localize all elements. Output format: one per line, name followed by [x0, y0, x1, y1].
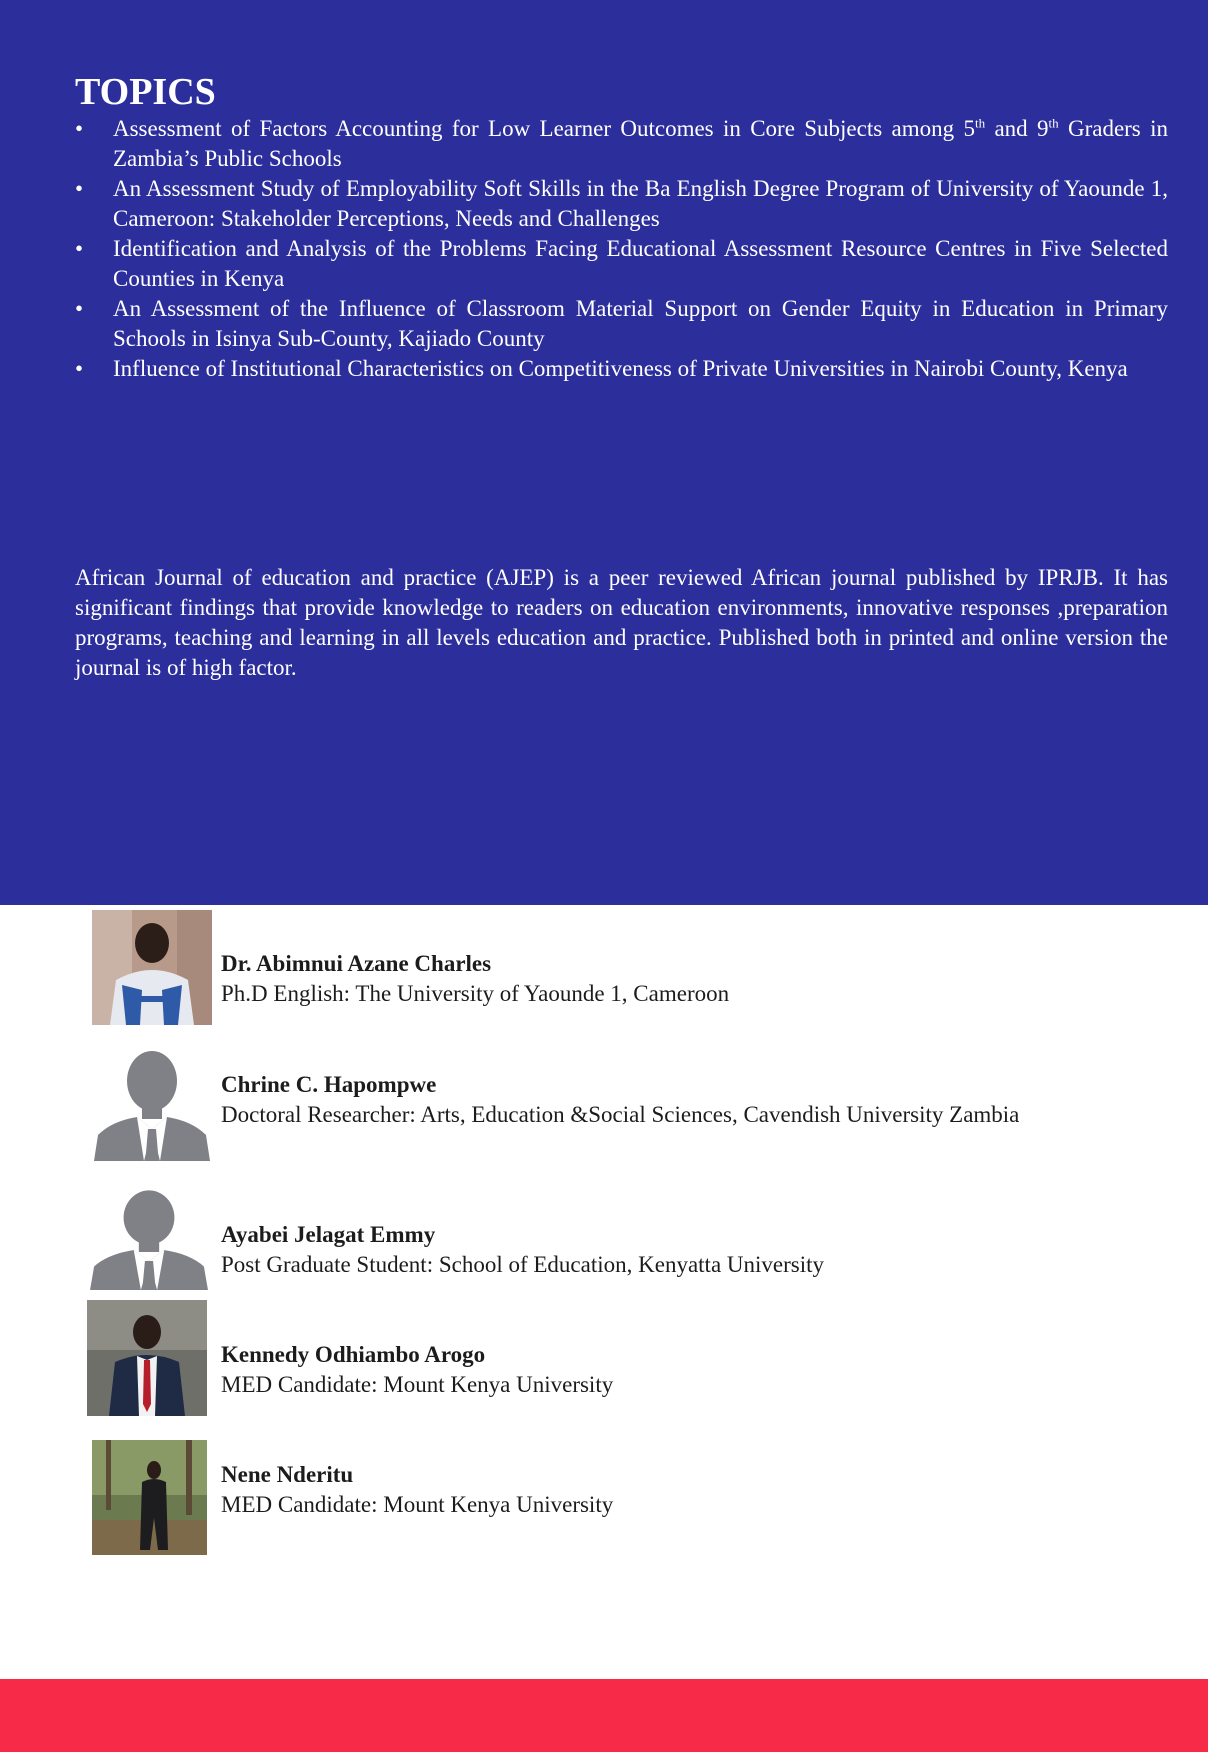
topic-item [75, 294, 1168, 354]
author-role: Doctoral Researcher: Arts, Education &Social Sciences, Cavendish University Zambia [221, 1102, 1020, 1127]
topic-text: Identification and Analysis of the Problems Facing Educational Assessment Resource Centres in Five Selected Counties in Kenya [113, 236, 1168, 291]
author-details [221, 1220, 824, 1280]
author-name: Nene Nderitu [221, 1462, 354, 1487]
topic-item [75, 234, 1168, 294]
bullet-icon: • [75, 356, 84, 381]
author-details [221, 1070, 1019, 1130]
topic-item [75, 354, 1168, 384]
author-details [221, 1460, 613, 1520]
journal-description: African Journal of education and practice (AJEP) is a peer reviewed African journal published by IPRJB. It has significant findings that provide knowledge to readers on education environments, innovative responses ,preparation programs, teaching and learning in all levels education and practice. Published both in printed and online version the journal is of high factor. [75, 565, 1168, 680]
bullet-icon: • [75, 176, 84, 201]
topic-text: An Assessment Study of Employability Soft Skills in the Ba English Degree Program of University of Yaounde 1, Cameroon: Stakeholder Perceptions, Needs and Challenges [113, 176, 1168, 231]
author-role: MED Candidate: Mount Kenya University [221, 1492, 614, 1517]
author-role: Post Graduate Student: School of Education, Kenyatta University [221, 1252, 824, 1277]
avatar-silhouette-icon [88, 1185, 210, 1290]
author-photo [92, 910, 212, 1025]
bullet-icon: • [75, 116, 84, 141]
avatar-silhouette-icon [92, 1045, 212, 1161]
author-role: Ph.D English: The University of Yaounde 1, Cameroon [221, 981, 730, 1006]
topics-list [75, 114, 1168, 384]
bullet-icon: • [75, 296, 84, 321]
topic-item [75, 114, 1168, 174]
bullet-icon: • [75, 236, 84, 261]
author-name: Ayabei Jelagat Emmy [221, 1222, 436, 1247]
author-name: Dr. Abimnui Azane Charles [221, 951, 492, 976]
author-name: Chrine C. Hapompwe [221, 1072, 437, 1097]
author-details [221, 949, 729, 1009]
topic-text: Influence of Institutional Characteristics on Competitiveness of Private Universities in Nairobi County, Kenya [113, 356, 1128, 381]
topic-text: An Assessment of the Influence of Classroom Material Support on Gender Equity in Education in Primary Schools in Isinya Sub-County, Kajiado County [113, 296, 1168, 351]
author-role: MED Candidate: Mount Kenya University [221, 1372, 614, 1397]
topic-text: Assessment of Factors Accounting for Low Learner Outcomes in Core Subjects among 5th and 9th Graders in Zambia’s Public Schools [113, 115, 1168, 171]
footer-accent-bar [0, 1679, 1208, 1752]
topic-item [75, 174, 1168, 234]
author-photo [87, 1300, 207, 1416]
topics-heading: TOPICS [75, 71, 216, 113]
author-name: Kennedy Odhiambo Arogo [221, 1342, 486, 1367]
author-photo [92, 1440, 207, 1555]
author-details [221, 1340, 613, 1400]
